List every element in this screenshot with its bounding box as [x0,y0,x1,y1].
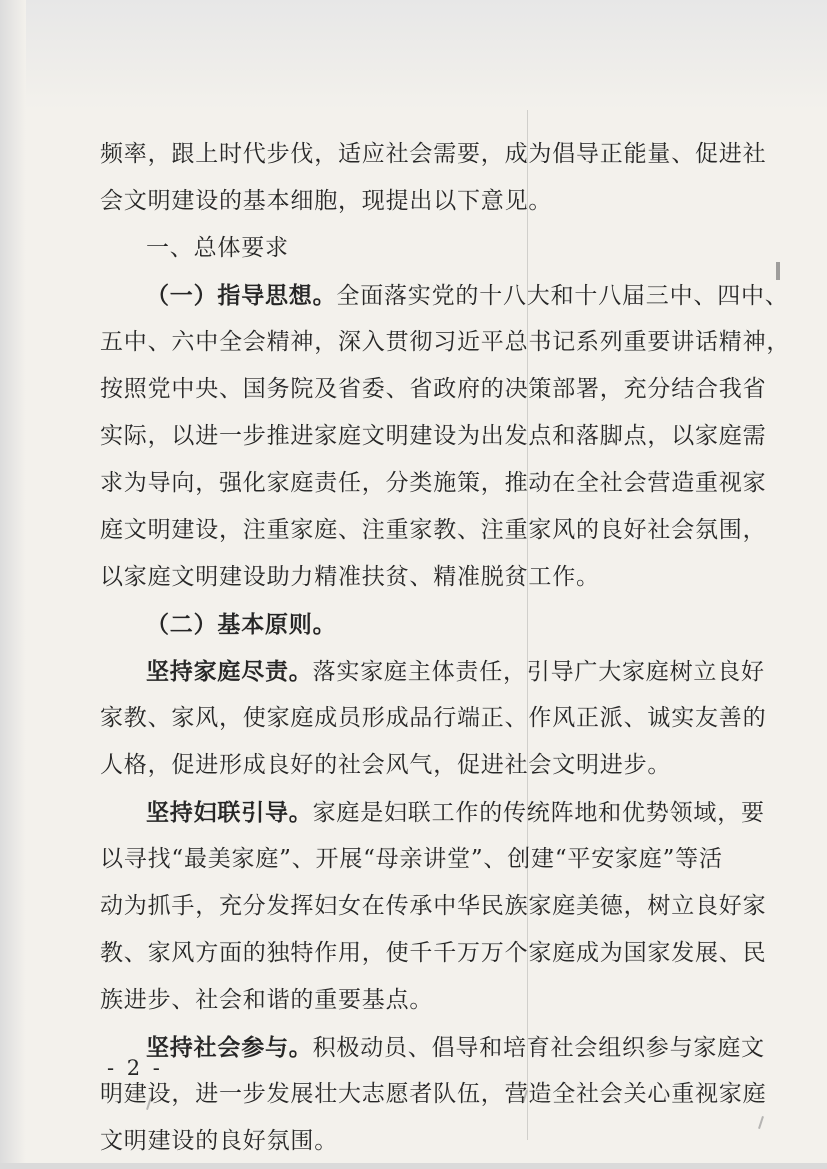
text-line [100,648,765,695]
body-text: 族进步、社会和谐的重要基点。 [100,987,434,1013]
scan-speck [758,1116,764,1129]
scan-top-shadow [0,0,827,110]
text-line [100,883,767,930]
text-line [100,319,791,366]
heading-phrase: 坚持妇联引导。 [146,799,313,826]
scan-mark [776,262,780,280]
body-text: 实际，以进一步推进家庭文明建设为出发点和落脚点，以家庭需 [100,423,767,449]
text-line [100,1024,765,1071]
heading-phrase: 坚持家庭尽责。 [146,658,313,685]
heading-phrase: 坚持社会参与。 [146,1034,313,1061]
body-text: 以家庭文明建设助力精准扶贫、精准脱贫工作。 [100,564,600,590]
text-line [100,977,727,1024]
text-line [100,742,727,789]
body-text: 人格，促进形成良好的社会风气，促进社会文明进步。 [100,752,672,778]
body-text: 全面落实党的十八大和十八届三中、四中、 [336,283,789,309]
text-line [100,930,767,977]
text-line [100,507,767,554]
body-text: 频率，跟上时代步伐，适应社会需要，成为倡导正能量、促进社 [100,141,767,167]
body-text: 积极动员、倡导和培育社会组织参与家庭文 [312,1035,765,1061]
body-text: 求为导向，强化家庭责任，分类施策，推动在全社会营造重视家 [100,470,767,496]
text-line [100,1118,727,1165]
body-text: 一、总体要求 [146,235,289,261]
text-line [100,554,727,601]
body-text: 教、家风方面的独特作用，使千千万万个家庭成为国家发展、民 [100,940,767,966]
text-line [100,131,767,178]
text-line [100,695,767,742]
body-text: 以寻找“最美家庭”、开展“母亲讲堂”、创建“平安家庭”等活 [100,846,723,872]
text-line [100,413,767,460]
text-line [100,178,727,225]
body-text: 家庭是妇联工作的传统阵地和优势领域，要 [312,800,765,826]
body-text: 明建设，进一步发展壮大志愿者队伍，营造全社会关心重视家庭 [100,1081,767,1107]
body-text: 落实家庭主体责任，引导广大家庭树立良好 [312,659,765,685]
text-line [100,1071,767,1118]
text-line [100,225,727,272]
text-line [100,601,727,648]
text-line [100,460,767,507]
document-body [100,131,791,1165]
body-text: 家教、家风，使家庭成员形成品行端正、作风正派、诚实友善的 [100,705,767,731]
text-line [100,366,767,413]
body-text: 文明建设的良好氛围。 [100,1128,338,1154]
heading-phrase: （一）指导思想。 [146,282,337,309]
text-line [100,272,789,319]
body-text: 会文明建设的基本细胞，现提出以下意见。 [100,188,553,214]
page-number: - 2 - [107,1056,163,1080]
scan-left-shadow [0,0,26,1169]
body-text: 按照党中央、国务院及省委、省政府的决策部署，充分结合我省 [100,376,767,402]
text-line [100,789,765,836]
heading-phrase: （二）基本原则。 [146,611,337,638]
body-text: 动为抓手，充分发挥妇女在传承中华民族家庭美德，树立良好家 [100,893,767,919]
body-text: 五中、六中全会精神，深入贯彻习近平总书记系列重要讲话精神， [100,329,791,355]
text-line [100,836,727,883]
body-text: 庭文明建设，注重家庭、注重家教、注重家风的良好社会氛围， [100,517,767,543]
